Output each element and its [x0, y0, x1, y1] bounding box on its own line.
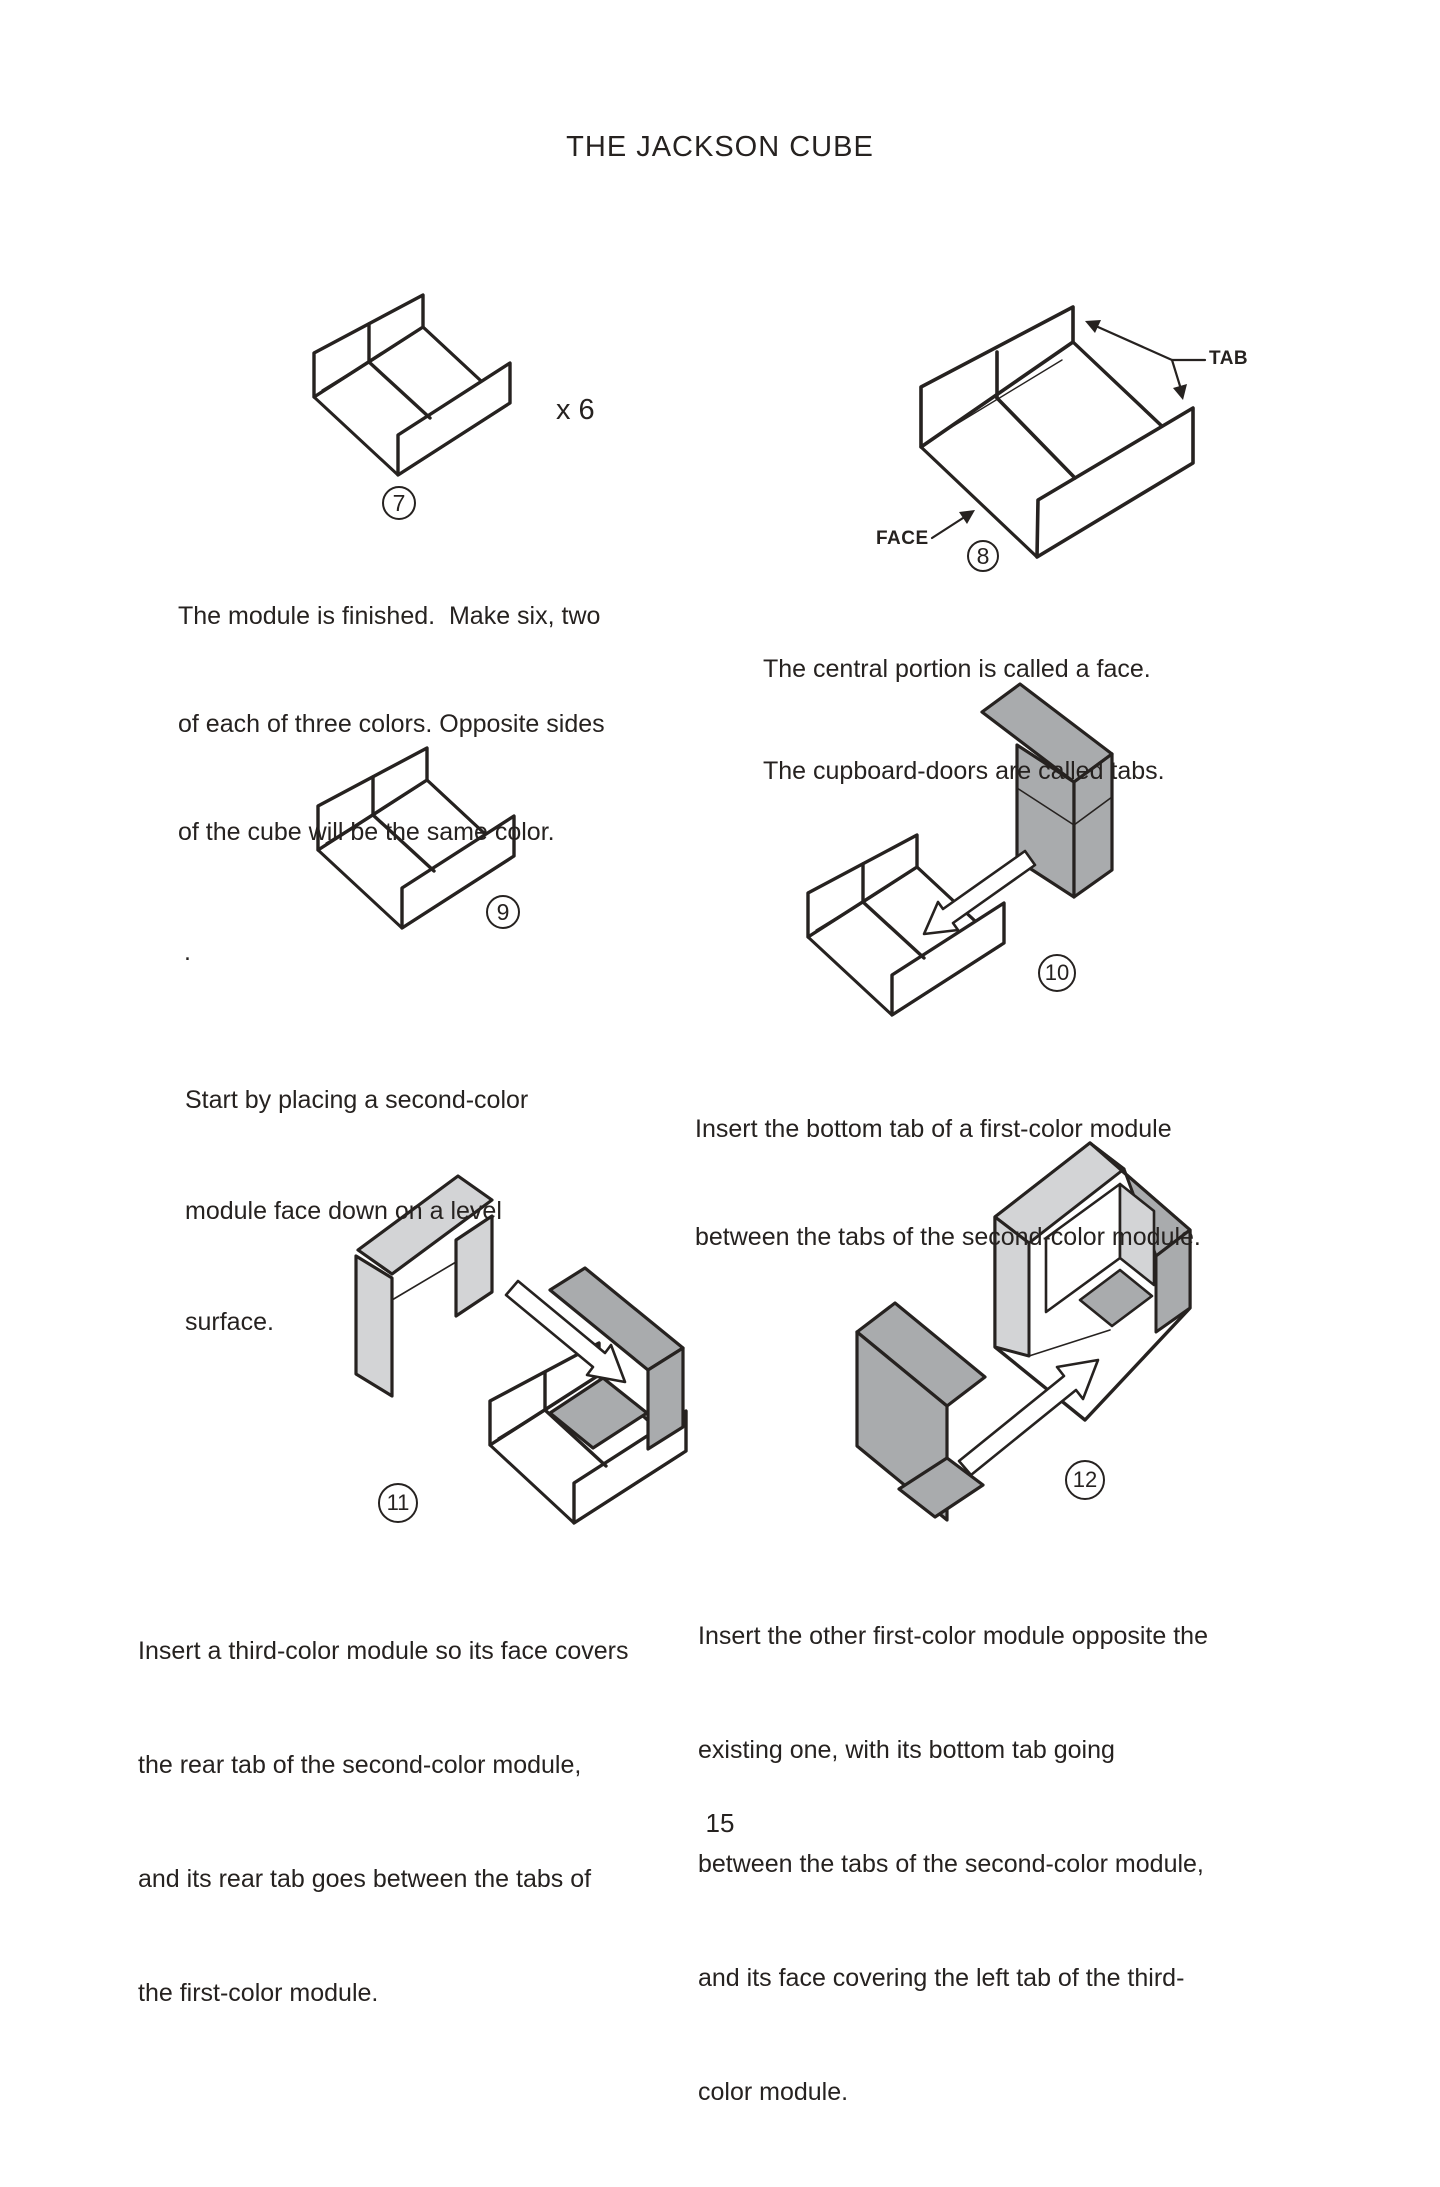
caption-line: module face down on a level: [185, 1197, 502, 1225]
face-label: FACE: [876, 528, 929, 549]
caption-line: color module.: [698, 2078, 849, 2106]
step-8-diagram: [921, 307, 1205, 557]
face-callout-line: [932, 510, 975, 538]
step-number: 9: [496, 898, 510, 925]
caption-line: surface.: [185, 1308, 274, 1336]
step-number: 10: [1044, 960, 1070, 985]
tab-label: TAB: [1209, 348, 1249, 369]
step-number: 7: [392, 489, 406, 516]
step-7-diagram: [314, 295, 510, 475]
step-9-marker: [486, 895, 520, 929]
caption-line: the first-color module.: [138, 1979, 379, 2007]
step-12-marker: [1065, 1460, 1105, 1500]
caption-line: Insert a third-color module so its face covers: [138, 1637, 629, 1665]
caption-line: between the tabs of the second-color module.: [695, 1223, 1201, 1251]
stray-period: .: [184, 938, 191, 966]
page-number: 15: [705, 1808, 735, 1838]
step-number: 8: [976, 542, 990, 569]
caption-line: The central portion is called a face.: [763, 655, 1151, 683]
step-12-caption: [698, 1541, 1208, 2187]
caption-line: of the cube will be the same color.: [178, 818, 555, 846]
caption-line: Start by placing a second-color: [185, 1086, 529, 1114]
caption-line: of each of three colors. Opposite sides: [178, 710, 605, 738]
step-8-marker: [967, 540, 999, 572]
step-10-marker: [1038, 954, 1076, 992]
page-title: THE JACKSON CUBE: [566, 131, 874, 163]
multiplier-label: x 6: [556, 394, 595, 426]
caption-line: The cupboard-doors are called tabs.: [763, 757, 1165, 785]
caption-line: Insert the other first-color module opposite the: [698, 1622, 1208, 1650]
step-10-caption: [695, 1039, 1201, 1327]
step-7-caption: [178, 526, 605, 922]
caption-line: the rear tab of the second-color module,: [138, 1751, 582, 1779]
caption-line: between the tabs of the second-color module,: [698, 1850, 1204, 1878]
caption-line: and its face covering the left tab of the third-: [698, 1964, 1185, 1992]
step-number: 11: [386, 1490, 410, 1515]
step-9-caption: [185, 1008, 528, 1415]
step-7-marker: [382, 486, 416, 520]
step-number: 12: [1072, 1467, 1098, 1492]
step-11-marker: [378, 1483, 418, 1523]
caption-line: Insert the bottom tab of a first-color module: [695, 1115, 1172, 1143]
caption-line: existing one, with its bottom tab going: [698, 1736, 1115, 1764]
step-8-caption: [763, 584, 1165, 856]
caption-line: and its rear tab goes between the tabs of: [138, 1865, 592, 1893]
caption-line: The module is finished. Make six, two: [178, 602, 601, 630]
